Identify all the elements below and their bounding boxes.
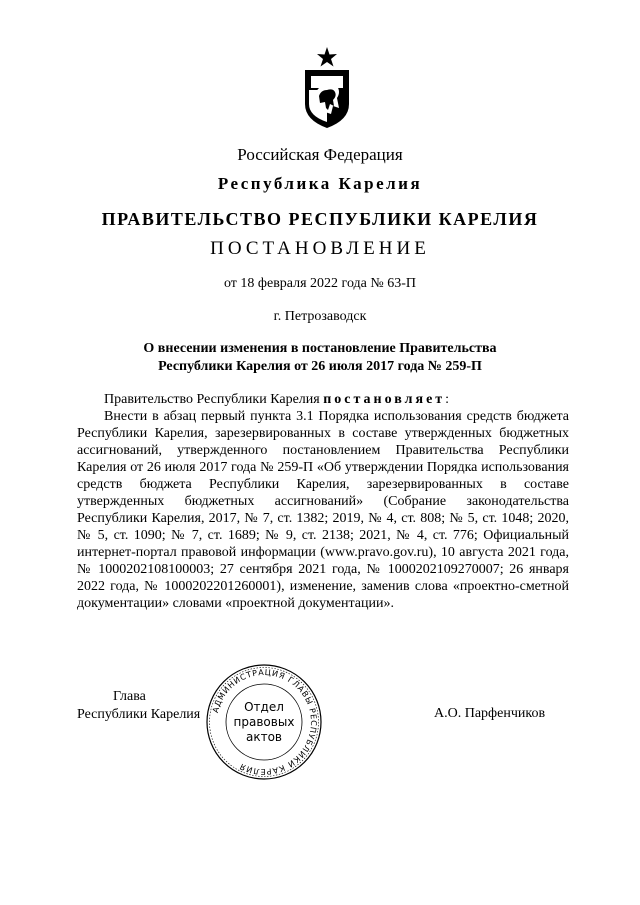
document-body xyxy=(77,391,569,612)
resolution-intro xyxy=(77,391,569,408)
date-line: от 18 февраля 2022 года № 63-П xyxy=(223,276,417,291)
official-stamp xyxy=(204,662,324,782)
stamp-line-3: актов xyxy=(245,730,283,744)
government-title: ПРАВИТЕЛЬСТВО РЕСПУБЛИКИ КАРЕЛИЯ xyxy=(101,209,539,229)
stamp-line-2: правовых xyxy=(233,715,295,729)
karelia-coat-of-arms-icon xyxy=(297,46,357,130)
document-subject xyxy=(100,340,540,376)
main-paragraph: Внести в абзац первый пункта 3.1 Порядка использования средств бюджета Республики Карелия, зарезервированных в составе утвержденных бюджетных ассигнований, утвержденного постановлением Правительства Республики Карелия от 26 июля 2017 года № 259-П «Об утверждении Порядка использования средств бюджета Республики Карелия, зарезервированных в составе утвержденных бюджетных ассигнований» (Собрание законодательства Республики Карелия, 2017, № 7, ст. 1382; 2019, № 4, ст. 808; № 5, ст. 1048; 2020, № 5, ст. 1090; № 7, ст. 1689; № 9, ст. 2138; 2021, № 4, ст. 776; Официальный интернет-портал правовой информации (www.pravo.gov.ru), 10 августа 2021 года, № 1000202108100003; 27 сентября 2021 года, № 1000202109270007; 26 января 2022 года, № 1000202201260001), изменение, заменив слова «проектно-сметной документации» словами «проектной документации». xyxy=(77,409,569,611)
signer-title-line-1: Глава xyxy=(113,689,146,704)
resolves-word: постановляет xyxy=(323,392,446,407)
signer-name: А.О. Парфенчиков xyxy=(434,706,546,721)
document-type: ПОСТАНОВЛЕНИЕ xyxy=(210,238,430,259)
country-name: Российская Федерация xyxy=(237,145,403,164)
intro-text: Правительство Республики Карелия xyxy=(104,392,324,407)
republic-name: Республика Карелия xyxy=(217,174,423,193)
intro-colon: : xyxy=(445,392,450,407)
subject-line-1: О внесении изменения в постановление Правительства xyxy=(143,341,497,356)
signer-title xyxy=(77,688,200,724)
signer-title-line-2: Республики Карелия xyxy=(77,707,201,722)
subject-line-2: Республики Карелия от 26 июля 2017 года № 259-П xyxy=(158,359,482,374)
stamp-line-1: Отдел xyxy=(244,700,284,714)
stamp-ring-text: АДМИНИСТРАЦИЯ ГЛАВЫ РЕСПУБЛИКИ КАРЕЛИЯ xyxy=(210,667,319,777)
city: г. Петрозаводск xyxy=(273,309,367,324)
